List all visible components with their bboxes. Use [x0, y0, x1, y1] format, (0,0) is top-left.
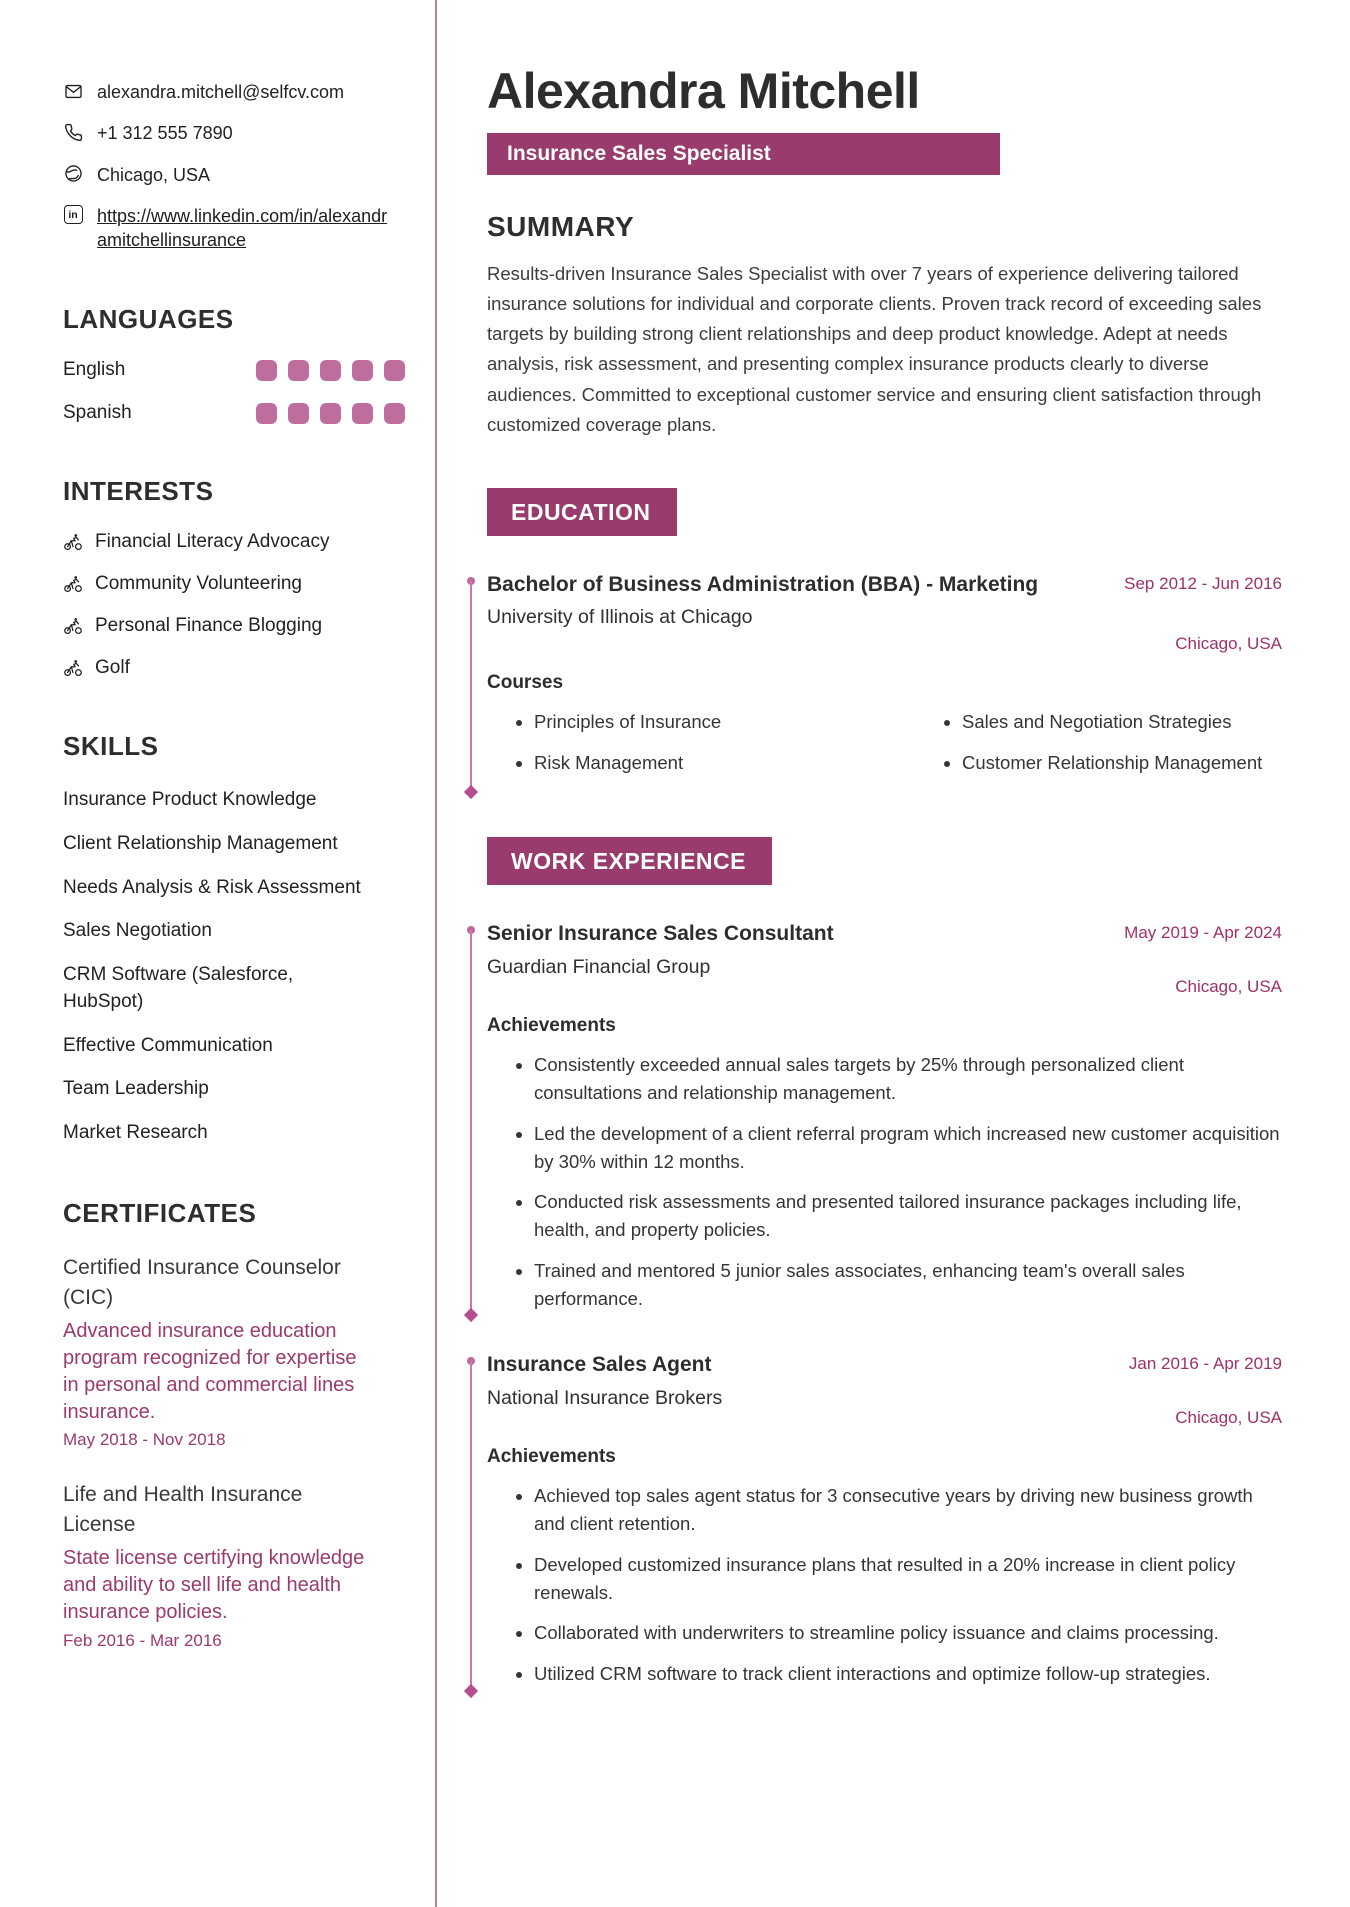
certificates-heading: CERTIFICATES — [63, 1198, 257, 1229]
languages-section — [63, 304, 405, 424]
skill-item: Needs Analysis & Risk Assessment — [63, 876, 361, 898]
person-name: Alexandra Mitchell — [487, 63, 920, 119]
work-entry — [487, 919, 1282, 1312]
institution-name: University of Illinois at Chicago — [487, 606, 753, 629]
summary-text: Results-driven Insurance Sales Specialist with over 7 years of experience delivering tailored insurance solutions for individual and corporate clients. Proven track record of exceeding sales targets by building strong client relationships and deep product knowledge. Adept at needs analysis, risk assessment, and presenting complex insurance products clearly to diverse audiences. Committed to exceptional customer service and ensuring client satisfaction through customized coverage plans. — [487, 263, 1262, 435]
achievements-list — [487, 1482, 1282, 1688]
cyclist-icon — [63, 532, 83, 552]
certificate-item — [63, 1480, 405, 1650]
interest-row — [63, 531, 405, 553]
skill-item: Team Leadership — [63, 1078, 209, 1100]
job-location: Chicago, USA — [1175, 977, 1282, 997]
skills-section — [63, 731, 405, 1146]
timeline-line — [470, 930, 472, 1310]
job-location: Chicago, USA — [1175, 1408, 1282, 1428]
linkedin-icon: in — [63, 205, 83, 225]
language-level-dot — [320, 403, 341, 424]
summary-heading: SUMMARY — [487, 211, 635, 242]
contact-phone-row — [63, 121, 405, 145]
achievement-item: • Conducted risk assessments and presented tailored insurance packages including life, health, and property policies. — [534, 1188, 1282, 1244]
interest-label: Financial Literacy Advocacy — [95, 531, 330, 553]
certificate-description: Advanced insurance education program recognized for expertise in personal and commercial lines insurance. — [63, 1320, 357, 1423]
interest-row — [63, 657, 405, 679]
language-level-dot — [256, 360, 277, 381]
achievement-item: • Trained and mentored 5 junior sales associates, enhancing team's overall sales performance. — [534, 1257, 1282, 1313]
work-entry — [487, 1350, 1282, 1688]
interests-list — [63, 531, 405, 679]
cyclist-icon — [63, 616, 83, 636]
company-name: Guardian Financial Group — [487, 955, 711, 978]
interests-heading: INTERESTS — [63, 476, 214, 507]
job-dates: Jan 2016 - Apr 2019 — [1128, 1354, 1282, 1374]
job-title: Senior Insurance Sales Consultant — [487, 922, 834, 946]
contact-phone: +1 312 555 7890 — [97, 123, 233, 144]
contact-linkedin-row — [63, 204, 405, 253]
language-level-dot — [384, 403, 405, 424]
language-row — [63, 402, 405, 424]
course-item: • Risk Management — [534, 749, 962, 777]
job-title: Insurance Sales Agent — [487, 1353, 712, 1377]
language-name: Spanish — [63, 402, 132, 424]
languages-heading: LANGUAGES — [63, 304, 234, 335]
interest-label: Personal Finance Blogging — [95, 615, 323, 637]
achievements-label: Achievements — [487, 1015, 616, 1037]
timeline-end-diamond — [463, 1684, 477, 1698]
course-item: • Principles of Insurance — [534, 708, 962, 736]
company-name: National Insurance Brokers — [487, 1386, 723, 1409]
interests-section — [63, 476, 405, 679]
certificates-section — [63, 1198, 405, 1650]
timeline-line — [470, 581, 472, 788]
cyclist-icon — [63, 574, 83, 594]
course-item: • Sales and Negotiation Strategies — [962, 708, 1282, 736]
language-level-dot — [320, 360, 341, 381]
achievement-item: • Achieved top sales agent status for 3 consecutive years by driving new business growth and client retention. — [534, 1482, 1282, 1538]
skill-item: Client Relationship Management — [63, 833, 338, 855]
certificates-list — [63, 1253, 405, 1650]
interest-label: Golf — [95, 657, 130, 679]
contact-email: alexandra.mitchell@selfcv.com — [97, 82, 345, 102]
language-row — [63, 359, 405, 381]
cyclist-icon — [63, 658, 83, 678]
skills-heading: SKILLS — [63, 731, 159, 762]
skill-item: CRM Software (Salesforce, HubSpot) — [63, 963, 294, 1013]
education-location: Chicago, USA — [1175, 633, 1282, 653]
education-heading: EDUCATION — [487, 488, 677, 536]
phone-icon — [63, 122, 83, 142]
certificate-date: Feb 2016 - Mar 2016 — [63, 1630, 222, 1650]
work-experience-heading: WORK EXPERIENCE — [487, 837, 772, 885]
certificate-item — [63, 1253, 405, 1450]
contact-location-row — [63, 163, 405, 187]
language-level-dot — [288, 360, 309, 381]
timeline-marker — [465, 1357, 476, 1696]
interest-label: Community Volunteering — [95, 573, 302, 595]
timeline-marker — [465, 577, 476, 798]
interest-row — [63, 573, 405, 595]
skills-list — [63, 786, 405, 1146]
achievements-label: Achievements — [487, 1446, 616, 1468]
work-experience-list — [487, 919, 1282, 1688]
timeline-marker — [465, 926, 476, 1320]
skill-item: Effective Communication — [63, 1034, 273, 1056]
education-list — [487, 570, 1282, 790]
language-name: English — [63, 359, 126, 381]
courses-label: Courses — [487, 671, 564, 693]
courses-list — [487, 708, 1282, 790]
timeline-end-diamond — [463, 785, 477, 799]
degree-title: Bachelor of Business Administration (BBA) - Marketing — [487, 572, 1039, 596]
language-level-dot — [384, 360, 405, 381]
education-entry — [487, 570, 1282, 790]
achievement-item: • Utilized CRM software to track client interactions and optimize follow-up strategies. — [534, 1660, 1282, 1688]
education-dates: Sep 2012 - Jun 2016 — [1124, 573, 1282, 593]
certificate-description: State license certifying knowledge and ability to sell life and health insurance policies. — [63, 1547, 365, 1623]
achievement-item: • Consistently exceeded annual sales targets by 25% through personalized client consultations and relationship management. — [534, 1051, 1282, 1107]
envelope-icon — [63, 81, 83, 101]
course-item: • Customer Relationship Management — [962, 749, 1282, 777]
interest-row — [63, 615, 405, 637]
certificate-title: Certified Insurance Counselor (CIC) — [63, 1256, 341, 1309]
languages-list — [63, 359, 405, 424]
linkedin-link[interactable]: https://www.linkedin.com/in/alexandramitchellinsurance — [97, 205, 388, 251]
achievement-item: • Developed customized insurance plans that resulted in a 20% increase in client policy renewals. — [534, 1551, 1282, 1607]
achievement-item: • Led the development of a client referral program which increased new customer acquisition by 30% within 12 months. — [534, 1120, 1282, 1176]
contact-email-row — [63, 80, 405, 104]
timeline-line — [470, 1361, 472, 1686]
skill-item: Insurance Product Knowledge — [63, 789, 317, 811]
skill-item: Market Research — [63, 1121, 208, 1143]
language-level-dot — [352, 360, 373, 381]
certificate-title: Life and Health Insurance License — [63, 1483, 303, 1536]
contact-section — [63, 80, 405, 252]
job-dates: May 2019 - Apr 2024 — [1124, 923, 1282, 943]
main-content — [437, 0, 1350, 1907]
language-level-dot — [352, 403, 373, 424]
skill-item: Sales Negotiation — [63, 920, 212, 942]
sidebar — [0, 0, 437, 1907]
achievements-list — [487, 1051, 1282, 1312]
contact-location: Chicago, USA — [97, 164, 211, 185]
language-level-dot — [256, 403, 277, 424]
achievement-item: • Collaborated with underwriters to streamline policy issuance and claims processing. — [534, 1619, 1282, 1647]
certificate-date: May 2018 - Nov 2018 — [63, 1430, 226, 1450]
job-title-banner: Insurance Sales Specialist — [487, 133, 1000, 175]
language-level-dots — [256, 360, 405, 381]
timeline-end-diamond — [463, 1308, 477, 1322]
language-level-dots — [256, 403, 405, 424]
language-level-dot — [288, 403, 309, 424]
globe-icon — [63, 164, 83, 184]
